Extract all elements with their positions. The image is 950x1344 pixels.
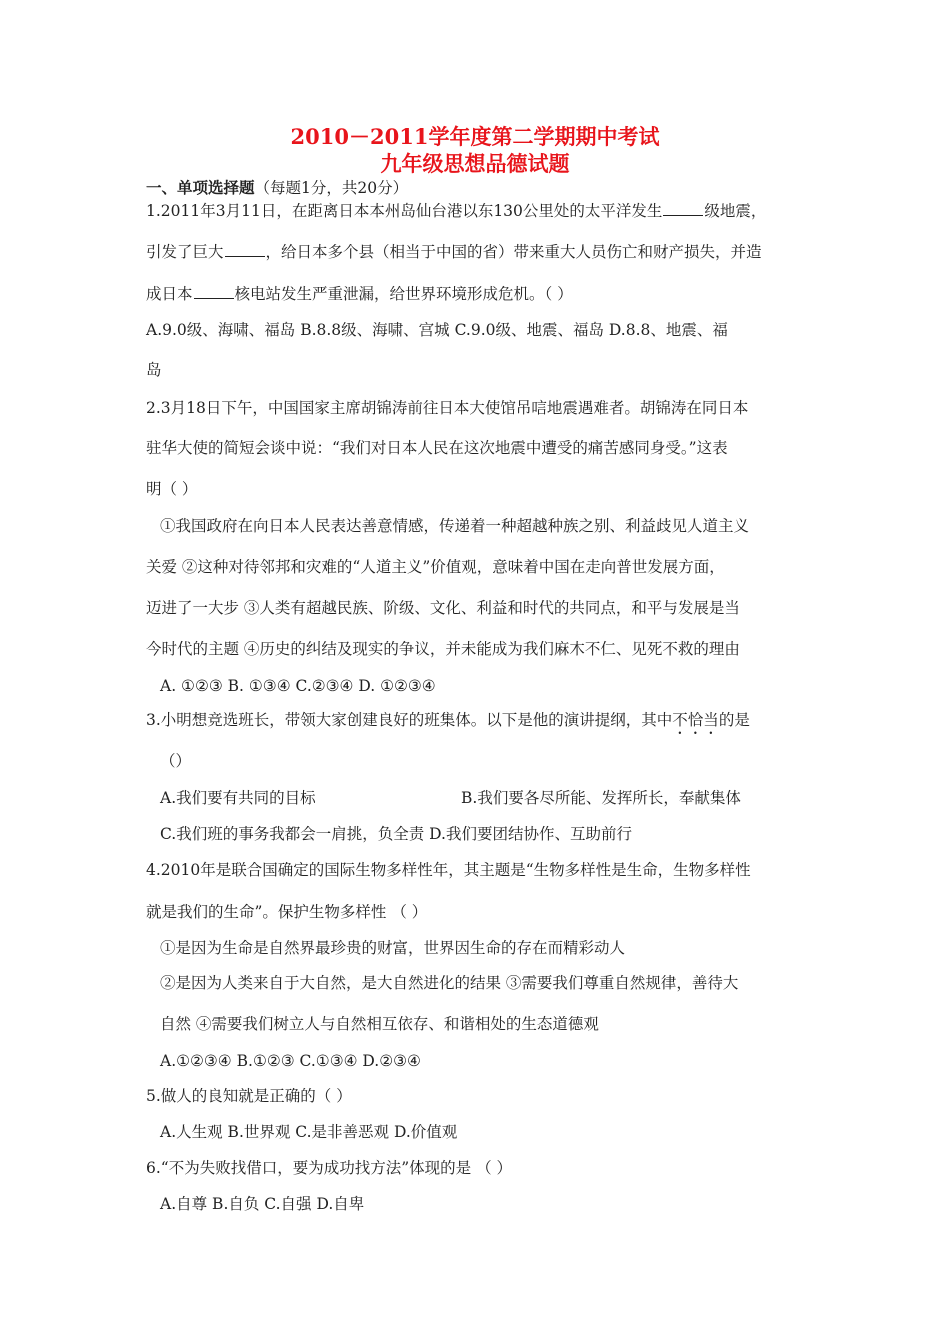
q1-text: ，给日本多个县（相当于中国的省）带来重大人员伤亡和财产损失，并造 <box>265 243 762 261</box>
q3-option-a: A.我们要有共同的目标 <box>160 789 316 807</box>
q6-line1: 6.“不为失败找借口，要为成功找方法”体现的是 （ ） <box>146 1159 512 1177</box>
q3-line1 <box>146 709 750 738</box>
q3-options-cd: C.我们班的事务我都会一肩挑，负全责 D.我们要团结协作、互助前行 <box>160 825 632 843</box>
q1-text: 1.2011年3月11日，在距离日本本州岛仙台港以东130公里处的太平洋发生 <box>146 202 663 220</box>
q3-text: 的是 <box>718 711 750 729</box>
q1-blank-2 <box>225 242 265 257</box>
q3-line2: （） <box>160 752 192 770</box>
q1-text: 级地震， <box>704 202 767 220</box>
q1-line2 <box>146 241 762 263</box>
q3-option-b: B.我们要各尽所能、发挥所长，奉献集体 <box>461 789 741 807</box>
section-note: （每题1分，共20分） <box>254 179 409 197</box>
q2-line3: 明（ ） <box>146 480 198 498</box>
q3-emphasis: 不恰当 <box>672 711 719 729</box>
q1-options: A.9.0级、海啸、福岛 B.8.8级、海啸、宫城 C.9.0级、地震、福岛 D.8.8、地震、福 <box>146 321 728 339</box>
section-title: 一、单项选择题 <box>146 178 255 197</box>
q4-options: A.①②③④ B.①②③ C.①③④ D.②③④ <box>160 1052 421 1070</box>
q2-line5: 关爱 ②这种对待邻邦和灾难的“人道主义”价值观，意味着中国在走向普世发展方面， <box>146 558 725 576</box>
q5-options: A.人生观 B.世界观 C.是非善恶观 D.价值观 <box>160 1123 458 1141</box>
q2-line7: 今时代的主题 ④历史的纠结及现实的争议，并未能成为我们麻木不仁、见死不救的理由 <box>146 640 740 658</box>
q4-line3: ①是因为生命是自然界最珍贵的财富，世界因生命的存在而精彩动人 <box>160 939 626 957</box>
q4-line2: 就是我们的生命”。保护生物多样性 （ ） <box>146 903 428 921</box>
q2-line6: 迈进了一大步 ③人类有超越民族、阶级、文化、利益和时代的共同点，和平与发展是当 <box>146 599 740 617</box>
q4-line4: ②是因为人类来自于大自然，是大自然进化的结果 ③需要我们尊重自然规律，善待大 <box>160 974 739 992</box>
q1-text: 成日本 <box>146 285 193 303</box>
exam-title-line1: 2010－2011学年度第二学期期中考试 <box>290 124 660 149</box>
q2-options: A. ①②③ B. ①③④ C.②③④ D. ①②③④ <box>160 677 436 695</box>
q1-line3 <box>146 283 573 305</box>
q1-blank-1 <box>663 201 703 216</box>
q1-line1 <box>146 200 766 222</box>
q3-text: 3.小明想竞选班长，带领大家创建良好的班集体。以下是他的演讲提纲，其中 <box>146 711 673 729</box>
q1-options-cont: 岛 <box>146 361 162 379</box>
q4-line5: 自然 ④需要我们树立人与自然相互依存、和谐相处的生态道德观 <box>160 1015 599 1033</box>
q2-line1: 2.3月18日下午，中国国家主席胡锦涛前往日本大使馆吊唁地震遇难者。胡锦涛在同日本 <box>146 399 749 417</box>
q4-line1: 4.2010年是联合国确定的国际生物多样性年，其主题是“生物多样性是生命，生物多样性 <box>146 861 751 879</box>
section-heading <box>146 177 408 199</box>
q2-line4: ①我国政府在向日本人民表达善意情感，传递着一种超越种族之别、利益歧见人道主义 <box>160 517 750 535</box>
q2-line2: 驻华大使的简短会谈中说：“我们对日本人民在这次地震中遭受的痛苦感同身受。”这表 <box>146 439 728 457</box>
q1-text: 引发了巨大 <box>146 243 224 261</box>
exam-title-line2: 九年级思想品德试题 <box>380 151 570 176</box>
q1-blank-3 <box>194 284 234 299</box>
q5-line1: 5.做人的良知就是正确的（ ） <box>146 1087 352 1105</box>
q1-text: 核电站发生严重泄漏，给世界环境形成危机。（ ） <box>234 285 573 303</box>
q6-options: A.自尊 B.自负 C.自强 D.自卑 <box>160 1195 365 1213</box>
